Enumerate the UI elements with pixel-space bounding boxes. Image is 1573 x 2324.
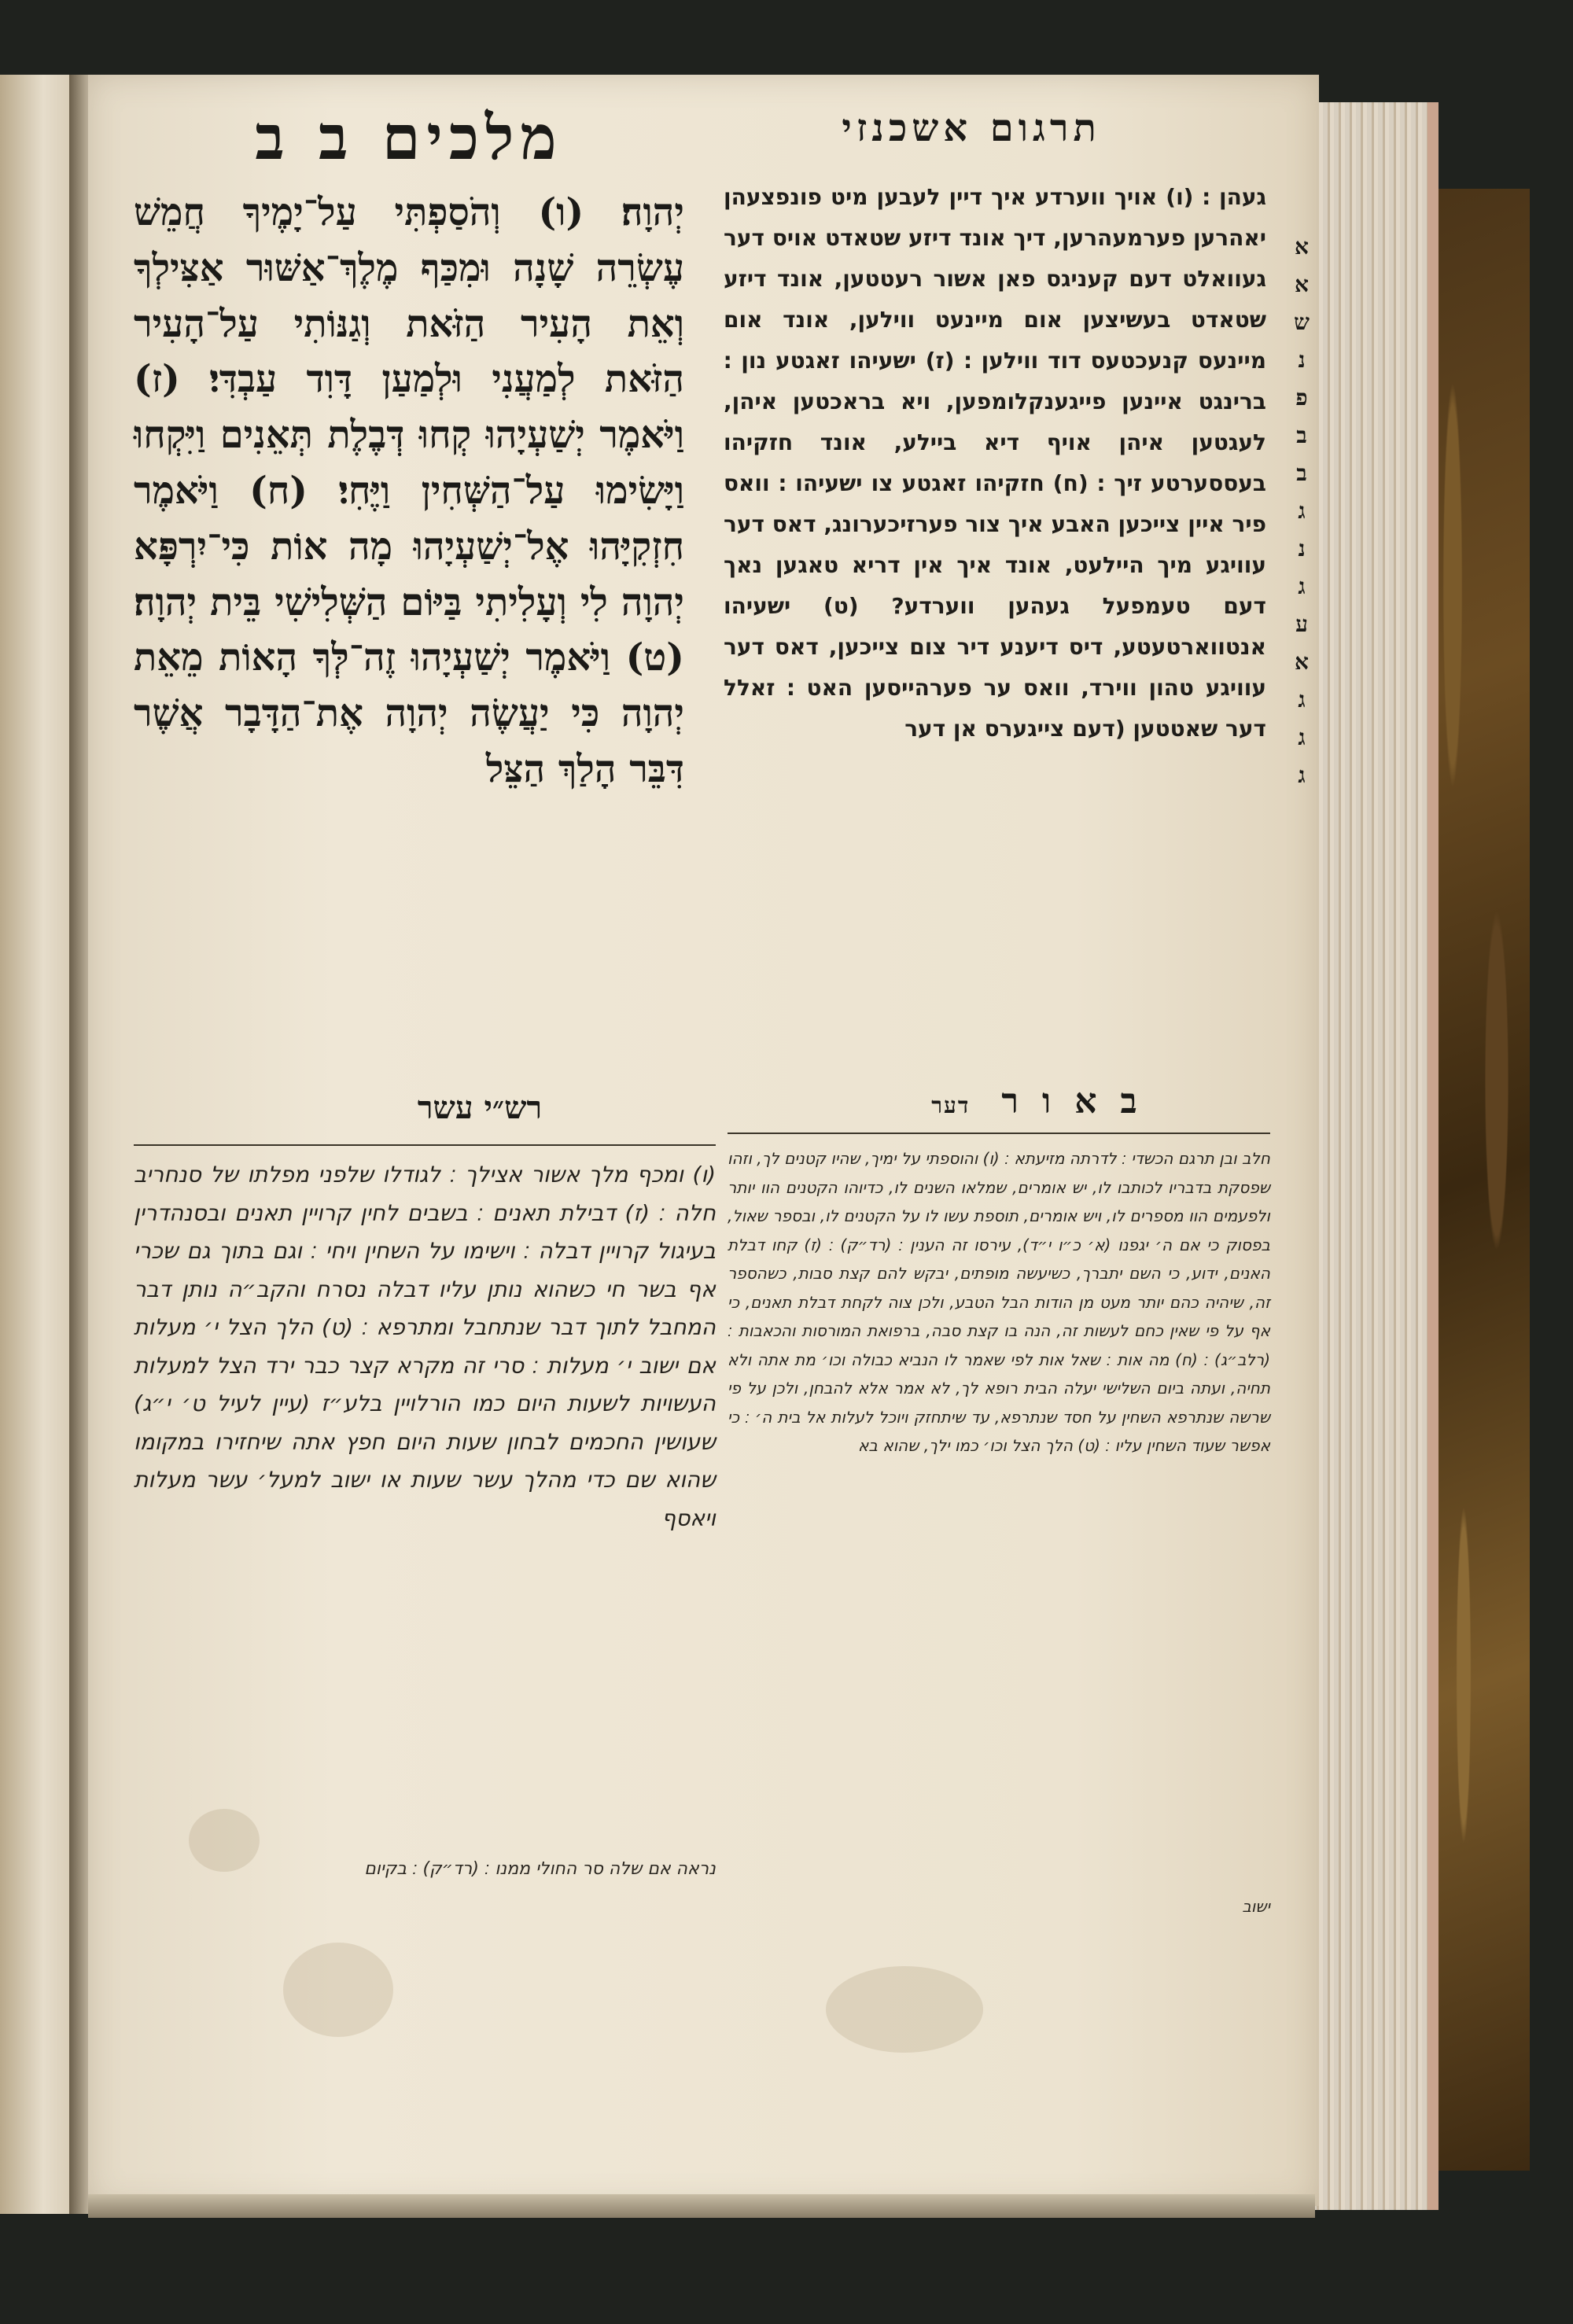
paper-stain xyxy=(826,1966,983,2053)
der-catchword: דער xyxy=(931,1092,971,1118)
rashi-catchline: נראה אם שלה סר החולי ממנו ׃ (רד״ק) ׃ בקיום xyxy=(364,1859,716,1879)
paper-stain xyxy=(283,1943,393,2037)
margin-letter: א xyxy=(1295,649,1309,675)
margin-letter: נ xyxy=(1298,347,1306,373)
margin-letter: ע xyxy=(1295,611,1308,637)
page-bottom-edge xyxy=(88,2194,1315,2218)
margin-letter: ג xyxy=(1298,762,1306,788)
biur-commentary: חלב ובן תרגם הכשדי ׃ לדרתה מזיעתא ׃ (ו) והוספתי על ימיך, שהיו קטנים לך, וזהו שפסקת בדבריו לכותבו לו, יש אומרים, שמלאו השנים לו, כדיוהו הקטנים הוו יותר ולפעמים הוו מספרים לו, ויש אומרים, תוספת עשו לו על הקטנים לו, ובספר שאול, בפסוק כי אם ה׳ יגפנו (א׳ כ״ו י״ד), עירסו זה הענין ׃ (רד״ק) ׃ (ז) קחו דבלת האנים, ידוע, כי השם יתברך, כשיעשה מופתים, יבקש להם קצת סבות, כשהספר זה, שיהיה כהם יותר מעט מן הודות הבל הטבע, ולכן צוה לקחת דבלת תאנים, כי אף על פי שאין כחם לעשות זה, הנה בו קצת סבה, ברפואת המורסות והכאבות ׃ (רלב״ג) ׃ (ח) מה אות ׃ שאל אות לפי שאמר לו הנביא כבולה וכו׳ מת אתה ולא תחיה, ועתה ביום השלישי יעלה הבית רופא לך, לא אמר אלא להבחן, ולכן על פי שרשה שנתרפא השחין על חסד שנתרפא, עד שיתחזק ויוכל לעלות אל בית ה׳ ׃ כי אפשר שעוד השחין עליו ׃ (ט) הלך הצל וכו׳ כמו ילך, שהוא בא xyxy=(728,1149,1270,1455)
biur-label: באור xyxy=(1001,1081,1161,1121)
marginal-letters xyxy=(1286,228,1317,794)
hebrew-verse-column: יְהוָה׃ (ו) וְהֹסַפְתִּי עַל־יָמֶיךָ חֲמֵשׁ עֶשְׂרֵה שָׁנָה וּמִכַּף מֶלֶךְ־אַשּׁוּר אַצִּילְךָ וְאֵת הָעִיר הַזֹּאת וְגַנּוֹתִי עַל־הָעִיר הַזֹּאת לְמַעֲנִי וּלְמַעַן דָּוִד עַבְדִּי׃ (ז) וַיֹּאמֶר יְשַׁעְיָהוּ קְחוּ דְּבֶלֶת תְּאֵנִים וַיִּקְחוּ וַיָּשִׂימוּ עַל־הַשְּׁחִין וַיֶּחִי׃ (ח) וַיֹּאמֶר חִזְקִיָּהוּ אֶל־יְשַׁעְיָהוּ מָה אוֹת כִּי־יִרְפָּא יְהוָה לִי וְעָלִיתִי בַּיּוֹם הַשְּׁלִישִׁי בֵּית יְהוָה׃ (ט) וַיֹּאמֶר יְשַׁעְיָהוּ זֶה־לְּךָ הָאוֹת מֵאֵת יְהוָה כִּי יַעֲשֶׂה יְהוָה אֶת־הַדָּבָר אֲשֶׁר דִּבֵּר הָלַךְ הַצֵּל xyxy=(134,190,684,791)
margin-letter: ש xyxy=(1294,309,1310,335)
eser-catchword: עשר xyxy=(417,1089,473,1126)
facing-page-edge xyxy=(0,75,72,2214)
margin-letter: ג xyxy=(1298,498,1306,524)
divider-rule xyxy=(728,1133,1270,1134)
biur-catchword: ישוב xyxy=(1242,1897,1270,1916)
margin-letter: פ xyxy=(1295,385,1308,411)
margin-letter: ג xyxy=(1298,724,1306,750)
rashi-heading xyxy=(354,1089,558,1126)
yiddish-translation-column: געהן ׃ (ו) אויך ווערדע איך דיין לעבען מיט פונפצעהן יאהרען פערמעהרען, דיך אונד דיזע שטאדט אויס דער געוואלט דעם קעניגס פאן אשור רעטטען, אונד דיזע שטאדט בעשיצען אום מיינעט ווילען, אונד אום מיינעס קנעכטעס דוד ווילען ׃ (ז) ישעיהו זאגטע נון ׃ ברינגט איינען פייגענקלומפען, ויא בראכטען איהן, לעגטען איהן אויף דיא ביילע, אונד חזקיהו בעססערטע זיך ׃ (ח) חזקיהו זאגטע צו ישעיהו ׃ וואס פיר איין צייכען האבע איך צור פערזיכערונג, דאס דער עוויגע מיך היילעט, אונד איך אין דריא טאגען נאך דעם טעמפעל געהען ווערדע? (ט) ישעיהו אנטווארטעטע, דיס דיענע דיר צום צייכען, דאס דער עוויגע טהון ווירד, וואס ער פערהייסען האט ׃ זאלל דער שאטטען (דעם צייגערס אן דער xyxy=(724,184,1266,742)
divider-rule xyxy=(134,1144,716,1146)
rashi-label: רש״י xyxy=(484,1089,543,1126)
rashi-commentary: (ו) ומכף מלך אשור אצילך ׃ לגודלו שלפני מפלתו של סנחריב חלה ׃ (ז) דבילת תאנים ׃ בשבים לחין קרויין תאנים ובסנהדרין בעיגול קרויין דבלה ׃ וישימו על השחין ויחי ׃ וגם בתוך גם שכרי אף בשר חי כשהוא נותן עליו דבלה נסרח והקב״ה נותן דבר המחבל לתוך דבר שנתחבל ומתרפא ׃ (ט) הלך הצל י׳ מעלות אם ישוב י׳ מעלות ׃ סרי זה מקרא קצר כבר ירד הצל למעלות העשויות לשעות היום כמו הורלויין בלע״ז (עיין לעיל ט׳ י״ג) שעושין החכמים לבחון שעות היום חפץ אתה שיחזירו במקומו שהוא שם כדי מהלך עשר שעות או ישוב למעל׳ עשר מעלות ויאסף xyxy=(134,1162,716,1531)
margin-letter: א xyxy=(1295,234,1309,260)
margin-letter: ב xyxy=(1296,460,1307,486)
margin-letter: ב xyxy=(1296,422,1307,448)
margin-letter: נ xyxy=(1298,536,1306,562)
margin-letter: א xyxy=(1295,271,1309,297)
biur-heading xyxy=(928,1081,1164,1121)
running-header-translation: תרגום אשכנזי xyxy=(842,106,1101,150)
running-header-book: מלכים ב ב xyxy=(255,102,563,174)
margin-letter: ג xyxy=(1298,573,1306,599)
margin-letter: ג xyxy=(1298,687,1306,713)
